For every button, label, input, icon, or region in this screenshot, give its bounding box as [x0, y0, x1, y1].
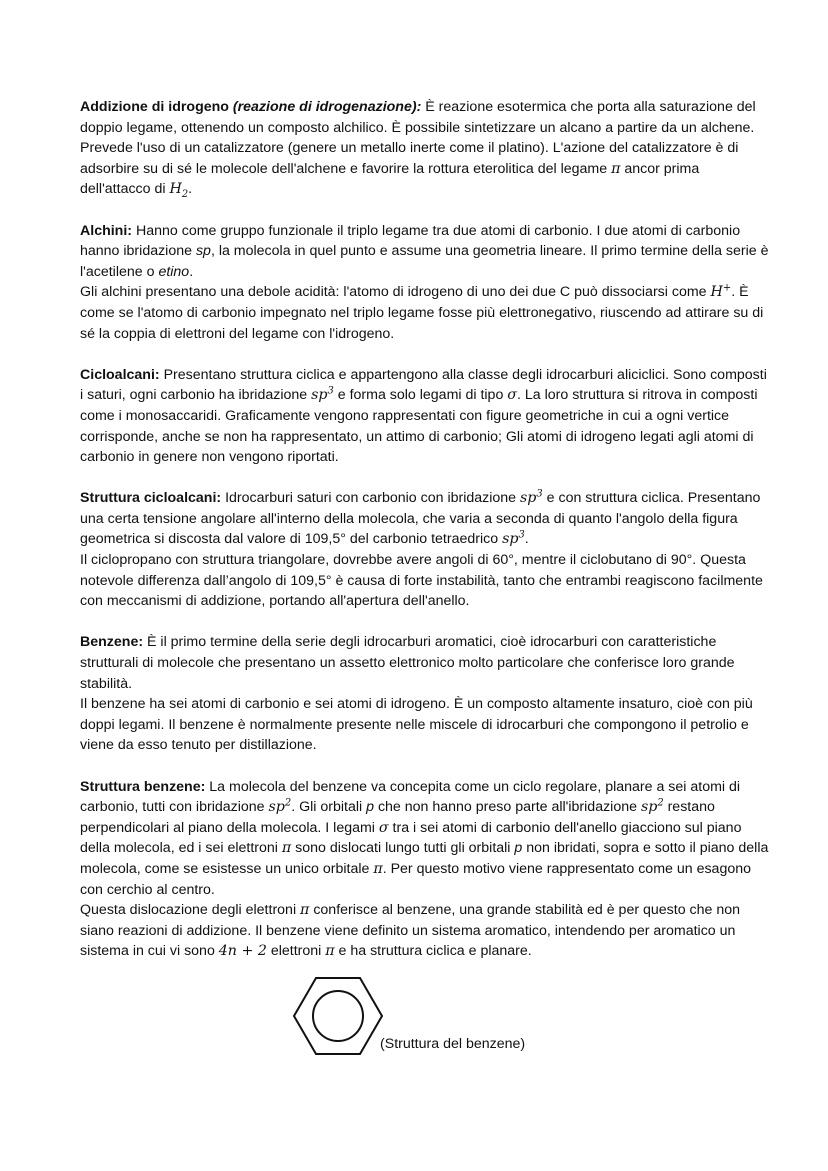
- section-title: Alchini:: [80, 222, 133, 239]
- section-subtitle: (reazione di idrogenazione):: [232, 99, 422, 115]
- section-struttura-cicloalcani: Struttura cicloalcani: Idrocarburi saturi con carbonio con ibridazione $sp^3$ e con struttura ciclica. Presentano una certa tensione angolare all'interno della molecola, che varia a seconda di quanto l'angolo della figura geometrica si discosta dal valore di 109,5° del carbonio tetraedrico $sp^3$. Il ciclopropano con struttura triangolare, dovrebbe avere angoli di 60°, mentre il ciclobutano di 90°. Questa notevole differenza dall’angolo di 109,5° è causa di forte instabilità, tanto che entrambi reagiscono facilmente con meccanismi di addizione, portando all'apertura dell'anello.: [80, 488, 763, 610]
- section-cicloalcani: Cicloalcani: Presentano struttura ciclica e appartengono alla classe degli idrocarburi aliciclici. Sono composti i saturi, ogni carbonio ha ibridazione $sp^3$ e forma solo legami di tipo σ. La loro struttura si ritrova in composti come i monosaccaridi. Graficamente vengono rappresentati con figure geometriche in cui a ogni vertice corrisponde, anche se non ha rappresentato, un attimo di carbonio; Gli atomi di idrogeno legati agli atomi di carbonio in genere non vengono riportati.: [80, 366, 767, 466]
- document-body: [80, 97, 770, 983]
- section-title: Benzene:: [80, 634, 144, 651]
- section-title: Addizione di idrogeno: [80, 99, 229, 115]
- section-struttura-benzene: Struttura benzene: La molecola del benzene va concepita come un ciclo regolare, planare a sei atomi di carbonio, tutti con ibridazione $sp^2$. Gli orbitali p che non hanno preso parte all'ibridazione $sp^2$ restano perpendicolari al piano della molecola. I legami σ tra i sei atomi di carbonio dell'anello giacciono sul piano della molecola, ed i sei elettroni π sono dislocati lungo tutti gli orbitali p non ibridati, sopra e sotto il piano della molecola, come se esistesse un unico orbitale π. Per questo motivo viene rappresentato come un esagono con cerchio al centro. Questa dislocazione degli elettroni π conferisce al benzene, una grande stabilità ed è per questo che non siano reazioni di addizione. Il benzene viene definito un sistema aromatico, intendendo per aromatico un sistema in cui vi sono 4n + 2 elettroni π e ha struttura ciclica e planare.: [80, 778, 769, 960]
- figure-caption: (Struttura del benzene): [380, 1036, 526, 1052]
- section-title: Struttura benzene:: [80, 778, 206, 795]
- section-addizione-idrogeno: Addizione di idrogeno (reazione di idrogenazione): È reazione esotermica che porta alla saturazione del doppio legame, ottenendo un composto alchilico. È possibile sintetizzare un alcano a partire da un alchene. Prevede l'uso di un catalizzatore (genere un metallo inerte come il platino). L'azione del catalizzatore è di adsorbire su di sé le molecole dell'alchene e favorire la rottura eterolitica del legame π ancor prima dell'attacco di $H_2$.: [80, 99, 756, 201]
- section-benzene: Benzene: È il primo termine della serie degli idrocarburi aromatici, cioè idrocarburi con caratteristiche strutturali di molecole che presentano un assetto elettronico molto particolare che conferisce loro grande stabilità. Il benzene ha sei atomi di carbonio e sei atomi di idrogeno. È un composto altamente insaturo, cioè con più doppi legami. Il benzene è normalmente presente nelle miscele di idrocarburi che compongono il petrolio e viene da esso tenuto per distillazione.: [80, 634, 753, 754]
- section-alchini: Alchini: Hanno come gruppo funzionale il triplo legame tra due atomi di carbonio. I due atomi di carbonio hanno ibridazione sp, la molecola in quel punto e assume una geometria lineare. Il primo termine della serie è l'acetilene o etino. Gli alchini presentano una debole acidità: l'atomo di idrogeno di uno dei due C può dissociarsi come H+. È come se l'atomo di carbonio impegnato nel triplo legame fosse più elettronegativo, riuscendo ad attirare su di sé la coppia di elettroni del legame con l'idrogeno.: [80, 222, 769, 342]
- benzene-figure: [292, 975, 592, 1065]
- benzene-ring-icon: [292, 975, 384, 1057]
- section-title: Cicloalcani:: [80, 366, 160, 383]
- section-title: Struttura cicloalcani:: [80, 490, 222, 507]
